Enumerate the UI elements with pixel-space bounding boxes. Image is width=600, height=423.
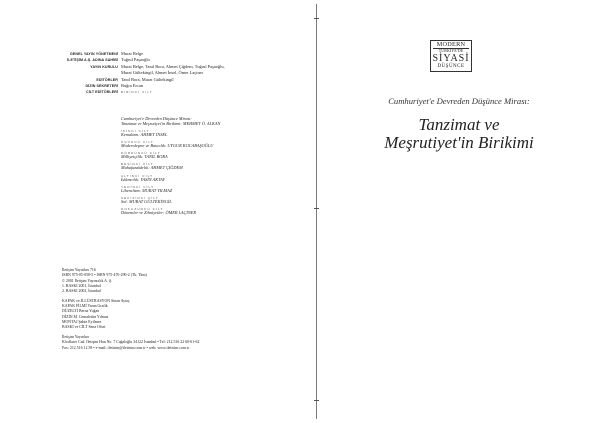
volume-number: DÖRDÜNCÜ CİLT <box>121 151 161 156</box>
volume-entry <box>121 185 271 194</box>
imprint-line: © 2001 İletişim Yayıncılık A. Ş. <box>62 278 113 283</box>
volume-entry <box>121 162 271 171</box>
imprint-production-block <box>62 299 302 331</box>
logo-line: SİYASİ <box>432 53 470 64</box>
imprint-line: İletişim Yayınları <box>62 335 90 340</box>
credit-role: DİZİN SEKRETERİ <box>85 83 118 88</box>
imprint <box>62 268 302 355</box>
volume-number: BEŞİNCİ CİLT <box>121 162 154 167</box>
volume-title: İslâmcılık: YASİN AKTAY <box>121 176 165 182</box>
book-title <box>330 116 588 152</box>
volume-list <box>121 117 271 218</box>
volume-title: Modernleşme ve Batıcılık: UYGUR KOCABAŞOĞLU <box>121 142 214 148</box>
credits-list <box>30 52 320 97</box>
credit-row <box>30 71 320 76</box>
credit-role: İLETİŞİM A.Ş. ADINA SAHİBİ <box>67 58 118 63</box>
credit-name: Murat Gültekingil, Ahmet İnsel, Ömer Laçiner <box>121 70 204 76</box>
volume-title: Cumhuriyet'e Devreden Düşünce Mirası: <box>121 116 192 121</box>
credit-role: GENEL YAYIN YÖNETMENİ <box>70 52 118 56</box>
volume-title: Milliyetçilik: TANIL BORA <box>121 154 168 160</box>
volume-entry <box>121 174 271 183</box>
imprint-line: Klodfarer Cad. İletişim Han No. 7 Cağaloğlu 34122 İstanbul • Tel: 212.516 22 60-61-62 <box>62 340 200 345</box>
volume-title: Tanzimat ve Meşrutiyet'in Birikimi: MEHMET Ö. ALKAN <box>121 120 221 126</box>
volume-number: SEKİZİNCİ CİLT <box>121 195 159 200</box>
credit-row <box>30 90 320 95</box>
volume-entry <box>121 151 271 160</box>
imprint-line: Fax: 212.516 12 58 • e-mail: iletisim@iletisim.com.tr • web: www.iletisim.com.tr <box>62 345 190 350</box>
volume-title: Liberalizm: MURAT YILMAZ <box>121 187 173 193</box>
credit-name: Buğra Ercan <box>121 82 144 88</box>
imprint-publication-block <box>62 268 302 294</box>
logo-line: MODERN <box>433 42 469 49</box>
imprint-line: 1. BASKI 2001, İstanbul <box>62 283 101 288</box>
volume-entry <box>121 207 271 216</box>
credit-row <box>30 65 320 70</box>
gutter-tick <box>314 208 319 209</box>
credit-row <box>30 58 320 63</box>
volume-entry <box>121 117 271 126</box>
volume-number: İKİNCİ CİLT <box>121 128 150 133</box>
series-title: Cumhuriyet'e Devreden Düşünce Mirası: <box>388 96 530 106</box>
imprint-line: DİZİN M. Cemalettin Yılmaz <box>62 314 109 319</box>
volume-number: ÜÇÜNCÜ CİLT <box>121 139 154 144</box>
credit-name: Murat Belge <box>121 51 144 56</box>
volume-title: Dönemler ve Zihniyetler: ÖMER LAÇİNER <box>121 210 196 216</box>
credit-role: CİLT EDİTÖRLERİ <box>86 90 118 95</box>
logo-line: DÜŞÜNCE <box>437 64 465 69</box>
volume-title: Sol: MURAT GÜLTEKİNGİL <box>121 198 172 204</box>
credit-row <box>30 78 320 83</box>
book-title-line: Tanzimat ve <box>418 115 500 134</box>
imprint-line: BASKI ve CİLT Sena Ofset <box>62 325 106 330</box>
credit-name: Tanıl Bora, Murat Gültekingil <box>121 76 174 82</box>
book-title-line: Meşrutiyet'in Birikimi <box>384 133 534 152</box>
imprint-line: KAPAK FİLMİ Varan Grafik <box>62 304 108 309</box>
volume-number: DOKUZUNCU CİLT <box>121 207 164 212</box>
page-gutter <box>316 4 317 419</box>
credit-name: Tuğrul Paşaoğlu <box>121 57 150 63</box>
imprint-line: DÜZELTİ Berna Yoğan <box>62 309 100 314</box>
volume-entry <box>121 129 271 138</box>
imprint-line: İletişim Yayınları 716 <box>62 268 96 272</box>
imprint-line: 2. BASKI 2002, İstanbul <box>62 289 101 294</box>
credit-row <box>30 52 320 57</box>
series-logo <box>430 40 472 72</box>
gutter-tick <box>314 18 319 19</box>
imprint-line: KAPAK ve İLLÜSTRASYON Sinan Aytaç <box>62 298 130 303</box>
imprint-line: MONTAJ Şahin Eyilmez <box>62 320 102 325</box>
gutter-tick <box>314 400 319 401</box>
credit-role: YAYIN KURULU <box>90 64 118 69</box>
imprint-publisher-block <box>62 335 302 351</box>
credit-name: BİRİNCİ CİLT <box>121 90 153 95</box>
volume-number: ALTINCI CİLT <box>121 173 154 178</box>
credit-role: EDİTÖRLER <box>96 77 118 82</box>
volume-number: YEDİNCİ CİLT <box>121 184 155 189</box>
volume-title: Muhafazakârlık: AHMET ÇİĞDEM <box>121 165 183 171</box>
volume-entry <box>121 140 271 149</box>
volume-entry <box>121 196 271 205</box>
imprint-line: ISBN 975-05-058-5 • ISBN 975-470-290-2 (Tk. Tkm) <box>62 273 147 278</box>
volume-title: Kemalizm: AHMET İNSEL <box>121 131 168 137</box>
logo-line: TÜRKİYE'DE <box>438 48 464 54</box>
credit-name: Murat Belge, Tanıl Bora, Ahmet Çiğdem, Tuğrul Paşaoğlu, <box>121 63 225 69</box>
credit-row <box>30 84 320 89</box>
